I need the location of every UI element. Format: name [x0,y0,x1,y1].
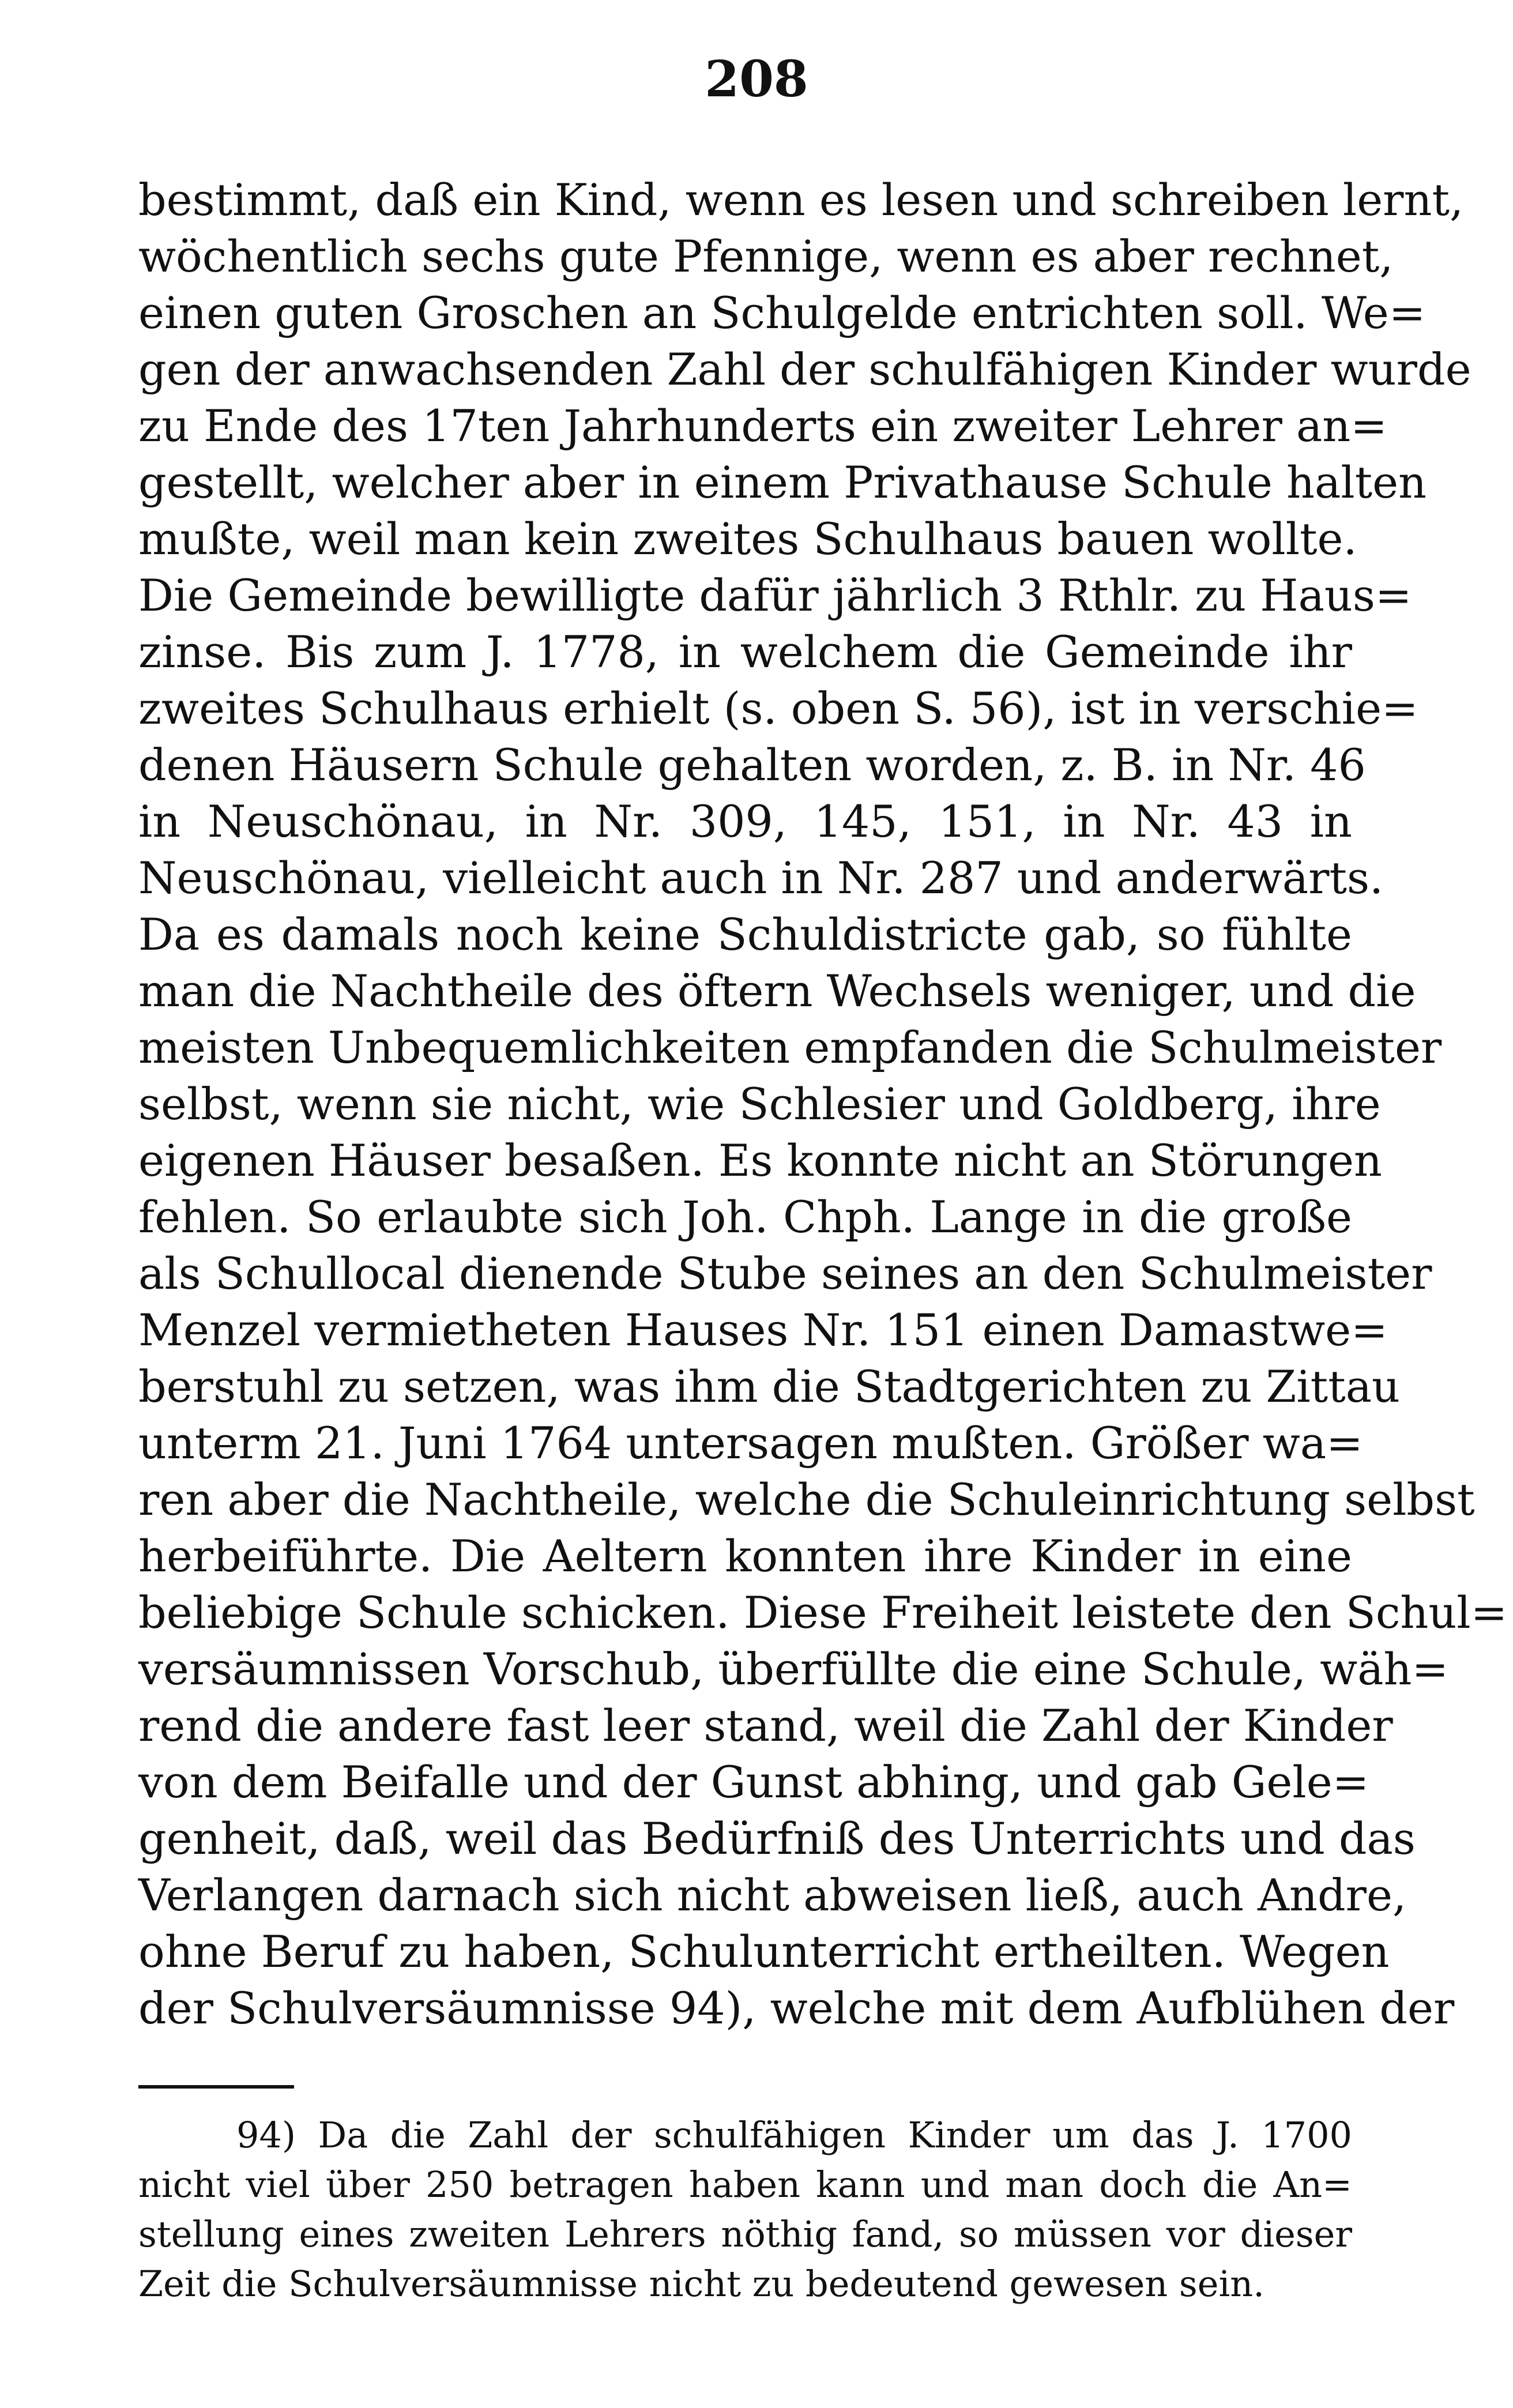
footnote [138,2110,1352,2309]
text-line: der Schulversäumnisse 94), welche mit dem Aufblühen der [138,1982,1455,2034]
text-line: eigenen Häuser besaßen. Es konnte nicht an Störungen [138,1135,1382,1186]
footnote-line: 94) Da die Zahl der schulfähigen Kinder um das J. 1700 [236,2114,1352,2156]
footnote-separator [138,2085,294,2089]
text-line: Verlangen darnach sich nicht abweisen ließ, auch Andre, [138,1869,1407,1921]
text-line: beliebige Schule schicken. Diese Freiheit leistete den Schul= [138,1587,1508,1638]
text-line: herbeiführte. Die Aeltern konnten ihre Kinder in eine [138,1530,1352,1582]
text-line: Die Gemeinde bewilligte dafür jährlich 3 Rthlr. zu Haus= [138,570,1412,621]
text-line: bestimmt, daß ein Kind, wenn es lesen und schreiben lernt, [138,174,1464,225]
text-line: gen der anwachsenden Zahl der schulfähigen Kinder wurde [138,344,1471,395]
footnote-line: stellung eines zweiten Lehrers nöthig fand, so müssen vor dieser [138,2213,1352,2255]
text-line: zu Ende des 17ten Jahrhunderts ein zweiter Lehrer an= [138,400,1387,452]
footnote-line: nicht viel über 250 betragen haben kann und man doch die An= [138,2164,1352,2206]
text-line: mußte, weil man kein zweites Schulhaus bauen wollte. [138,513,1357,565]
page-number: 208 [705,50,808,108]
text-line: in Neuschönau, in Nr. 309, 145, 151, in Nr. 43 in [138,796,1352,847]
text-line: fehlen. So erlaubte sich Joh. Chph. Lange in die große [138,1191,1352,1243]
text-line: berstuhl zu setzen, was ihm die Stadtgerichten zu Zittau [138,1361,1401,1412]
body-text [138,172,1508,2037]
text-line: Da es damals noch keine Schuldistricte gab, so fühlte [138,909,1352,960]
text-line: ren aber die Nachtheile, welche die Schuleinrichtung selbst [138,1474,1475,1525]
text-line: rend die andere fast leer stand, weil die Zahl der Kinder [138,1700,1393,1751]
footnote-line: Zeit die Schulversäumnisse nicht zu bedeutend gewesen sein. [138,2263,1264,2305]
text-line: gestellt, welcher aber in einem Privathause Schule halten [138,457,1427,508]
text-line: versäumnissen Vorschub, überfüllte die eine Schule, wäh= [138,1643,1449,1695]
text-line: meisten Unbequemlichkeiten empfanden die Schulmeister [138,1022,1442,1073]
text-line: zinse. Bis zum J. 1778, in welchem die Gemeinde ihr [138,626,1352,678]
text-line: genheit, daß, weil das Bedürfniß des Unterrichts und das [138,1813,1416,1864]
text-line: von dem Beifalle und der Gunst abhing, und gab Gele= [138,1756,1369,1808]
text-line: selbst, wenn sie nicht, wie Schlesier und Goldberg, ihre [138,1078,1381,1130]
text-line: Menzel vermietheten Hauses Nr. 151 einen Damastwe= [138,1304,1388,1356]
text-line: zweites Schulhaus erhielt (s. oben S. 56), ist in verschie= [138,683,1418,734]
text-line: wöchentlich sechs gute Pfennige, wenn es aber rechnet, [138,231,1394,282]
text-line: ohne Beruf zu haben, Schulunterricht ertheilten. Wegen [138,1926,1390,1977]
text-line: einen guten Groschen an Schulgelde entrichten soll. We= [138,287,1426,338]
text-line: denen Häusern Schule gehalten worden, z. B. in Nr. 46 [138,739,1366,791]
text-line: Neuschönau, vielleicht auch in Nr. 287 und anderwärts. [138,852,1384,904]
text-line: man die Nachtheile des öftern Wechsels weniger, und die [138,965,1416,1017]
text-line: als Schullocal dienende Stube seines an den Schulmeister [138,1248,1432,1299]
text-line: unterm 21. Juni 1764 untersagen mußten. Größer wa= [138,1417,1363,1469]
